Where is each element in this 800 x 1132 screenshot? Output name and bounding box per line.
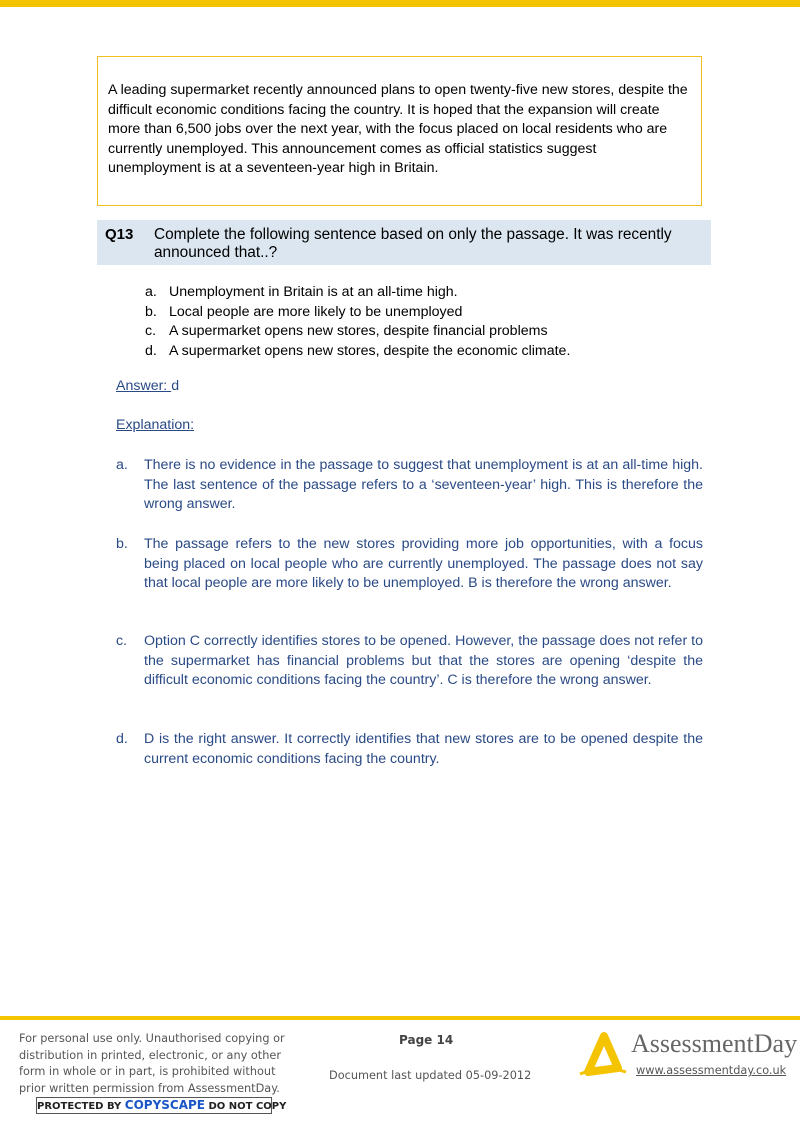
- option-letter: d.: [145, 342, 157, 359]
- explanation-text: D is the right answer. It correctly identifies that new stores are to be opened despite the current economic conditions facing the country.: [144, 731, 703, 767]
- copyscape-prefix: PROTECTED BY: [37, 1101, 125, 1112]
- explanation-heading: Explanation:: [116, 417, 195, 433]
- question-number: Q13: [105, 226, 134, 243]
- explanation-letter: b.: [116, 536, 128, 552]
- option-text: Unemployment in Britain is at an all-time high.: [169, 284, 458, 300]
- answer-value: d: [171, 378, 180, 394]
- passage-text: A leading supermarket recently announced plans to open twenty-five new stores, despite the difficult economic conditions facing the country. It is hoped that the expansion will create more than 6,500 jobs over the next year, with the focus placed on local residents who are currently unemployed. This announcement comes as official statistics suggest unemployment is at a seventeen-year high in Britain.: [108, 82, 688, 176]
- explanation-c: [116, 632, 703, 691]
- option-c: [145, 322, 570, 342]
- answer-line: [116, 378, 179, 394]
- explanation-letter: c.: [116, 633, 128, 649]
- website-link[interactable]: www.assessmentday.co.uk: [636, 1064, 787, 1077]
- option-a: [145, 283, 570, 303]
- explanation-d: [116, 730, 703, 769]
- top-accent-bar: [0, 0, 800, 7]
- question-header: [97, 220, 711, 265]
- explanation-letter: a.: [116, 457, 128, 473]
- explanation-b: [116, 535, 703, 594]
- last-updated: Document last updated 05-09-2012: [329, 1069, 532, 1082]
- page-number: Page 14: [399, 1033, 454, 1047]
- option-letter: b.: [145, 303, 157, 320]
- explanation-text: Option C correctly identifies stores to be opened. However, the passage does not refer to the supermarket has financial problems but that the stores are opening ‘despite the difficult economic conditions facing the country’. C is therefore the wrong answer.: [144, 633, 703, 688]
- copyscape-suffix: DO NOT COPY: [205, 1101, 287, 1112]
- passage-box: [97, 56, 702, 206]
- option-letter: c.: [145, 323, 157, 339]
- option-text: A supermarket opens new stores, despite financial problems: [169, 323, 548, 339]
- explanation-a: [116, 456, 703, 515]
- explanation-text: There is no evidence in the passage to suggest that unemployment is at an all-time high. The last sentence of the passage refers to a ‘seventeen-year’ high. This is therefore the wrong answer.: [144, 457, 703, 512]
- assessmentday-logo-icon: [578, 1028, 628, 1076]
- copyscape-badge[interactable]: [36, 1097, 287, 1114]
- question-text: Complete the following sentence based on only the passage. It was recently announced that..?: [154, 226, 672, 261]
- option-text: A supermarket opens new stores, despite the economic climate.: [169, 342, 571, 359]
- explanation-text: The passage refers to the new stores providing more job opportunities, with a focus being placed on local people who are currently unemployed. The passage does not say that local people are more likely to be unemployed. B is therefore the wrong answer.: [144, 536, 703, 591]
- option-text: Local people are more likely to be unemployed: [169, 303, 463, 320]
- copyright-notice: For personal use only. Unauthorised copying or distribution in printed, electronic, or any other form in whole or in part, is prohibited without prior written permission from AssessmentDay.: [19, 1032, 285, 1095]
- footer-accent-bar: [0, 1016, 800, 1020]
- option-b: [145, 303, 570, 323]
- explanation-letter: d.: [116, 731, 128, 747]
- brand-name: AssessmentDay: [631, 1029, 798, 1058]
- option-letter: a.: [145, 284, 157, 300]
- answer-label: Answer:: [116, 378, 172, 394]
- option-d: [145, 342, 570, 362]
- copyscape-brand: COPYSCAPE: [124, 1098, 205, 1112]
- answer-options: [145, 283, 570, 361]
